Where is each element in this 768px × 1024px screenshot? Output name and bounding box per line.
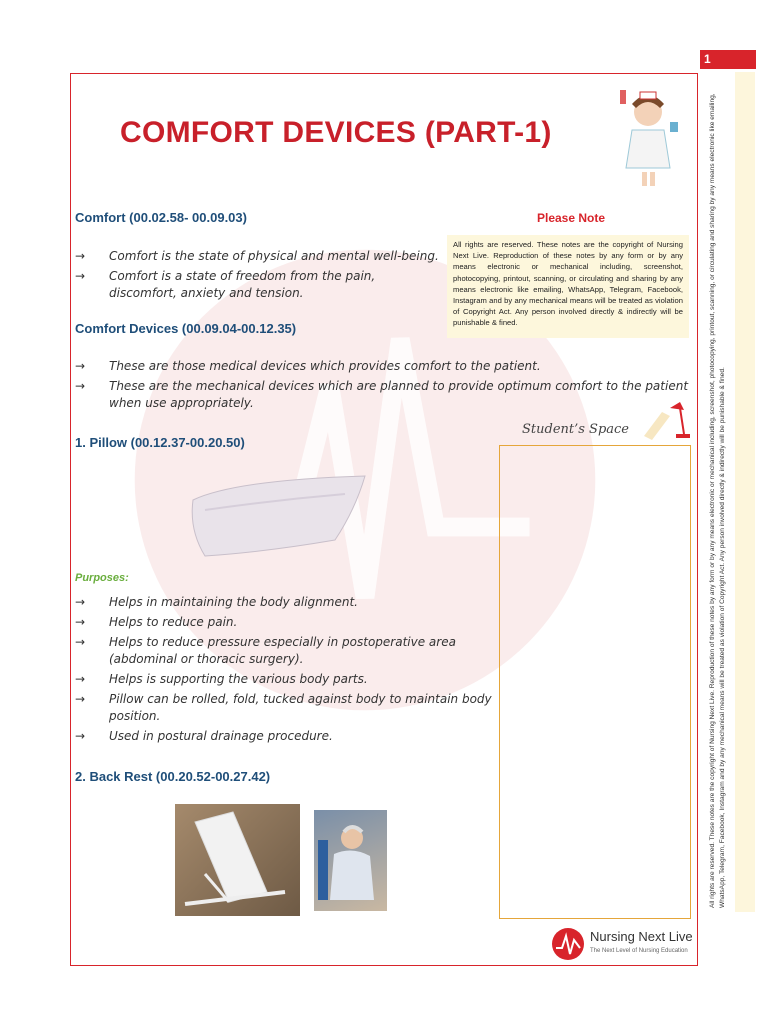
logo-tagline: The Next Level of Nursing Education (590, 948, 688, 954)
back-rest-heading: 2. Back Rest (00.20.52-00.27.42) (75, 769, 271, 784)
comfort-bullet-list (75, 248, 445, 305)
page-title: COMFORT DEVICES (PART-1) (120, 116, 552, 149)
pillow-heading: 1. Pillow (00.12.37-00.20.50) (75, 435, 245, 450)
bullet-text: Comfort is a state of freedom from the pain, discomfort, anxiety and tension. (109, 269, 376, 300)
students-space-label: Student’s Space (522, 422, 630, 437)
comfort-devices-bullet-list (75, 358, 695, 415)
arrow-icon: → (75, 729, 86, 743)
pillow-image (185, 470, 377, 560)
desk-lamp-icon (640, 398, 690, 440)
list-item (75, 671, 495, 688)
back-rest-device-photo (175, 804, 300, 916)
purposes-label: Purposes: (75, 572, 129, 584)
nurse-illustration (608, 82, 688, 192)
list-item (75, 691, 495, 725)
students-space-box (499, 445, 691, 919)
arrow-icon: → (75, 635, 86, 649)
arrow-icon: → (75, 269, 86, 283)
patient-drawing (314, 810, 387, 911)
list-item (75, 378, 695, 412)
list-item (75, 268, 445, 302)
logo-name: Nursing Next Live (590, 929, 693, 944)
please-note-box: All rights are reserved. These notes are the copyright of Nursing Next Live. Reproduction of these notes by any form or by any means electronic or mechanical including, screenshot, photocopying, printout, scanning, or circulating and sharing by any means electronic like emailing, WhatsApp, Telegram, Facebook, Instagram and by any mechanical means will be treated as violation of Copyright Act. Any person involved directly & indirectly will be punishable & fined. (447, 235, 689, 338)
arrow-icon: → (75, 692, 86, 706)
arrow-icon: → (75, 595, 86, 609)
arrow-icon: → (75, 379, 86, 393)
bullet-text: Pillow can be rolled, fold, tucked against body to maintain body position. (109, 692, 492, 723)
list-item (75, 728, 495, 745)
list-item (75, 248, 445, 265)
comfort-heading: Comfort (00.02.58- 00.09.03) (75, 210, 247, 225)
bullet-text: Comfort is the state of physical and mental well-being. (109, 249, 439, 263)
arrow-icon: → (75, 672, 86, 686)
back-rest-frame-drawing (175, 804, 300, 916)
bullet-text: These are those medical devices which provides comfort to the patient. (109, 359, 541, 373)
list-item (75, 634, 495, 668)
list-item (75, 614, 495, 631)
bullet-text: These are the mechanical devices which are planned to provide optimum comfort to the patient when use appropriately. (109, 379, 689, 410)
bullet-text: Helps is supporting the various body parts. (109, 672, 368, 686)
arrow-icon: → (75, 615, 86, 629)
bullet-text: Used in postural drainage procedure. (109, 729, 333, 743)
please-note-title: Please Note (537, 211, 606, 225)
arrow-icon: → (75, 359, 86, 373)
page-number-tab: 1 (700, 50, 756, 69)
list-item (75, 358, 695, 375)
arrow-icon: → (75, 249, 86, 263)
side-notice-bar (735, 72, 755, 912)
comfort-devices-heading: Comfort Devices (00.09.04-00.12.35) (75, 321, 297, 336)
pillow-purposes-list (75, 594, 495, 748)
bullet-text: Helps to reduce pain. (109, 615, 238, 629)
bullet-text: Helps to reduce pressure especially in postoperative area (abdominal or thoracic surgery). (109, 635, 456, 666)
bullet-text: Helps in maintaining the body alignment. (109, 595, 358, 609)
patient-on-back-rest-photo (314, 810, 387, 911)
side-copyright-notice: All rights are reserved. These notes are the copyright of Nursing Next Live. Reproduction of these notes by any form or by any means electronic or mechanical including, screenshot, photocopying, printout, scanning, or circulating and sharing by any means electronic like emailing, WhatsApp, Telegram, Facebook, Instagram and by any mechanical means will be treated as violation of Copyright Act. Any person involved directly & indirectly will be punishable & fined. (709, 93, 726, 908)
list-item (75, 594, 495, 611)
